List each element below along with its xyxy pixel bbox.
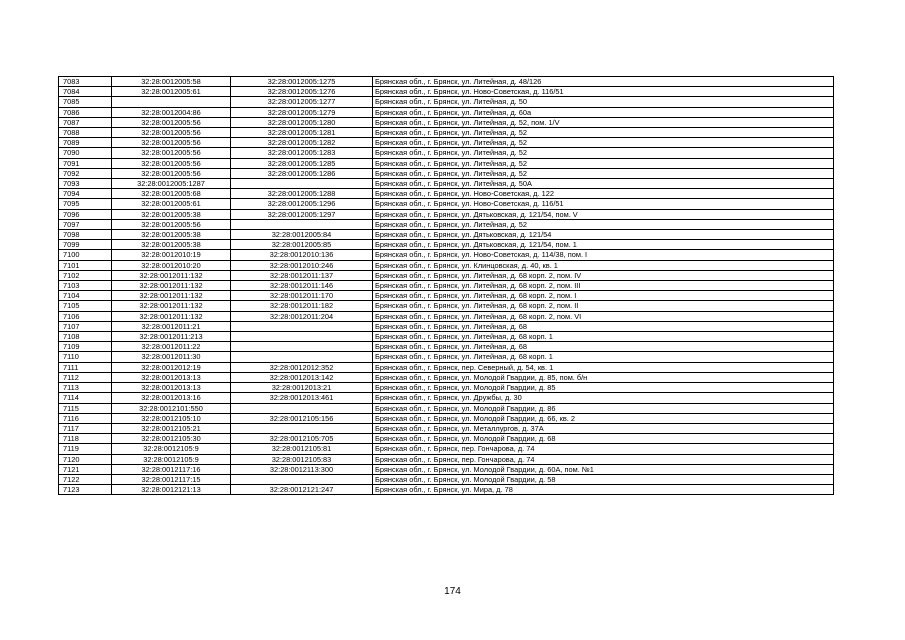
table-row — [59, 158, 834, 168]
object-number-cell: 32:28:0012005:1288 — [231, 189, 373, 199]
row-number-cell: 7115 — [59, 403, 112, 413]
row-number-cell: 7087 — [59, 117, 112, 127]
address-cell: Брянская обл., г. Брянск, ул. Клинцовская, д. 40, кв. 1 — [373, 260, 834, 270]
address-cell: Брянская обл., г. Брянск, ул. Литейная, д. 68 корп. 1 — [373, 352, 834, 362]
address-cell: Брянская обл., г. Брянск, ул. Литейная, д. 68 корп. 2, пом. II — [373, 301, 834, 311]
table-row — [59, 393, 834, 403]
address-cell: Брянская обл., г. Брянск, ул. Дятьковская, д. 121/54, пом. 1 — [373, 240, 834, 250]
address-cell: Брянская обл., г. Брянск, ул. Литейная, д. 68 — [373, 321, 834, 331]
row-number-cell: 7083 — [59, 77, 112, 87]
table-row — [59, 291, 834, 301]
row-number-cell: 7104 — [59, 291, 112, 301]
address-cell: Брянская обл., г. Брянск, ул. Литейная, д. 68 корп. 2, пом. VI — [373, 311, 834, 321]
address-cell: Брянская обл., г. Брянск, ул. Дятьковская, д. 121/54, пом. V — [373, 209, 834, 219]
table-row — [59, 117, 834, 127]
address-cell: Брянская обл., г. Брянск, ул. Молодой Гвардии, д. 85 — [373, 383, 834, 393]
land-parcel-number-cell: 32:28:0012005:38 — [112, 240, 231, 250]
address-cell: Брянская обл., г. Брянск, ул. Молодой Гвардии, д. 68 — [373, 434, 834, 444]
table-row — [59, 454, 834, 464]
object-number-cell: 32:28:0012013:142 — [231, 372, 373, 382]
land-parcel-number-cell: 32:28:0012121:13 — [112, 485, 231, 495]
row-number-cell: 7110 — [59, 352, 112, 362]
land-parcel-number-cell: 32:28:0012011:132 — [112, 281, 231, 291]
table-row — [59, 240, 834, 250]
object-number-cell: 32:28:0012105:83 — [231, 454, 373, 464]
row-number-cell: 7105 — [59, 301, 112, 311]
object-number-cell — [231, 179, 373, 189]
object-number-cell: 32:28:0012005:1280 — [231, 117, 373, 127]
object-number-cell: 32:28:0012011:182 — [231, 301, 373, 311]
address-cell: Брянская обл., г. Брянск, ул. Ново-Советская, д. 116/51 — [373, 199, 834, 209]
table-row — [59, 97, 834, 107]
row-number-cell: 7084 — [59, 87, 112, 97]
address-cell: Брянская обл., г. Брянск, ул. Молодой Гвардии, д. 86 — [373, 403, 834, 413]
row-number-cell: 7112 — [59, 372, 112, 382]
table-row — [59, 87, 834, 97]
land-parcel-number-cell: 32:28:0012010:20 — [112, 260, 231, 270]
address-cell: Брянская обл., г. Брянск, ул. Ново-Советская, д. 114/38, пом. I — [373, 250, 834, 260]
row-number-cell: 7094 — [59, 189, 112, 199]
row-number-cell: 7122 — [59, 474, 112, 484]
address-cell: Брянская обл., г. Брянск, ул. Литейная, д. 68 корп. 2, пом. III — [373, 281, 834, 291]
object-number-cell: 32:28:0012005:1277 — [231, 97, 373, 107]
land-parcel-number-cell: 32:28:0012011:30 — [112, 352, 231, 362]
row-number-cell: 7121 — [59, 464, 112, 474]
address-cell: Брянская обл., г. Брянск, ул. Литейная, д. 68 корп. 2, пом. I — [373, 291, 834, 301]
land-parcel-number-cell: 32:28:0012005:38 — [112, 230, 231, 240]
table-row — [59, 423, 834, 433]
object-number-cell — [231, 474, 373, 484]
address-cell: Брянская обл., г. Брянск, ул. Литейная, д. 68 — [373, 342, 834, 352]
land-parcel-number-cell: 32:28:0012105:21 — [112, 423, 231, 433]
table-row — [59, 281, 834, 291]
table-row — [59, 485, 834, 495]
land-parcel-number-cell: 32:28:0012011:213 — [112, 332, 231, 342]
table-row — [59, 413, 834, 423]
land-parcel-number-cell: 32:28:0012101:550 — [112, 403, 231, 413]
row-number-cell: 7101 — [59, 260, 112, 270]
land-parcel-number-cell: 32:28:0012005:38 — [112, 209, 231, 219]
object-number-cell: 32:28:0012005:1283 — [231, 148, 373, 158]
land-parcel-number-cell: 32:28:0012013:13 — [112, 372, 231, 382]
land-parcel-number-cell: 32:28:0012005:61 — [112, 87, 231, 97]
row-number-cell: 7091 — [59, 158, 112, 168]
row-number-cell: 7092 — [59, 168, 112, 178]
land-parcel-number-cell: 32:28:0012105:10 — [112, 413, 231, 423]
land-parcel-number-cell: 32:28:0012105:9 — [112, 454, 231, 464]
object-number-cell: 32:28:0012005:1279 — [231, 107, 373, 117]
land-parcel-number-cell: 32:28:0012010:19 — [112, 250, 231, 260]
object-number-cell — [231, 321, 373, 331]
row-number-cell: 7108 — [59, 332, 112, 342]
object-number-cell: 32:28:0012005:1281 — [231, 128, 373, 138]
row-number-cell: 7113 — [59, 383, 112, 393]
object-number-cell: 32:28:0012105:705 — [231, 434, 373, 444]
object-number-cell: 32:28:0012010:136 — [231, 250, 373, 260]
address-cell: Брянская обл., г. Брянск, ул. Литейная, д. 48/126 — [373, 77, 834, 87]
object-number-cell — [231, 332, 373, 342]
object-number-cell: 32:28:0012011:146 — [231, 281, 373, 291]
row-number-cell: 7114 — [59, 393, 112, 403]
table-row — [59, 219, 834, 229]
table-row — [59, 230, 834, 240]
table-row — [59, 383, 834, 393]
land-parcel-number-cell: 32:28:0012005:68 — [112, 189, 231, 199]
table-row — [59, 179, 834, 189]
land-parcel-number-cell: 32:28:0012005:56 — [112, 117, 231, 127]
table-row — [59, 260, 834, 270]
address-cell: Брянская обл., г. Брянск, ул. Литейная, д. 60а — [373, 107, 834, 117]
address-cell: Брянская обл., г. Брянск, ул. Литейная, д. 52 — [373, 128, 834, 138]
land-parcel-number-cell: 32:28:0012011:132 — [112, 270, 231, 280]
table-row — [59, 199, 834, 209]
object-number-cell: 32:28:0012005:1276 — [231, 87, 373, 97]
table-row — [59, 209, 834, 219]
table-row — [59, 168, 834, 178]
row-number-cell: 7116 — [59, 413, 112, 423]
object-number-cell: 32:28:0012005:1286 — [231, 168, 373, 178]
address-cell: Брянская обл., г. Брянск, пер. Северный, д. 54, кв. 1 — [373, 362, 834, 372]
row-number-cell: 7098 — [59, 230, 112, 240]
address-cell: Брянская обл., г. Брянск, ул. Дружбы, д. 30 — [373, 393, 834, 403]
land-parcel-number-cell: 32:28:0012011:132 — [112, 291, 231, 301]
address-cell: Брянская обл., г. Брянск, пер. Гончарова, д. 74 — [373, 444, 834, 454]
land-parcel-number-cell — [112, 97, 231, 107]
row-number-cell: 7100 — [59, 250, 112, 260]
object-number-cell — [231, 352, 373, 362]
table-row — [59, 148, 834, 158]
land-parcel-number-cell: 32:28:0012005:56 — [112, 128, 231, 138]
table-row — [59, 107, 834, 117]
row-number-cell: 7117 — [59, 423, 112, 433]
object-number-cell: 32:28:0012011:204 — [231, 311, 373, 321]
land-parcel-number-cell: 32:28:0012105:30 — [112, 434, 231, 444]
address-cell: Брянская обл., г. Брянск, ул. Молодой Гвардии, д. 58 — [373, 474, 834, 484]
table-row — [59, 250, 834, 260]
address-cell: Брянская обл., г. Брянск, ул. Молодой Гвардии, д. 85, пом. б/н — [373, 372, 834, 382]
object-number-cell: 32:28:0012105:81 — [231, 444, 373, 454]
row-number-cell: 7109 — [59, 342, 112, 352]
row-number-cell: 7111 — [59, 362, 112, 372]
address-cell: Брянская обл., г. Брянск, ул. Литейная, д. 68 корп. 1 — [373, 332, 834, 342]
object-number-cell: 32:28:0012011:170 — [231, 291, 373, 301]
row-number-cell: 7096 — [59, 209, 112, 219]
address-cell: Брянская обл., г. Брянск, ул. Литейная, д. 52 — [373, 168, 834, 178]
address-cell: Брянская обл., г. Брянск, ул. Литейная, д. 52 — [373, 158, 834, 168]
object-number-cell: 32:28:0012005:1296 — [231, 199, 373, 209]
table-row — [59, 332, 834, 342]
land-parcel-number-cell: 32:28:0012005:58 — [112, 77, 231, 87]
row-number-cell: 7086 — [59, 107, 112, 117]
table-row — [59, 189, 834, 199]
row-number-cell: 7120 — [59, 454, 112, 464]
row-number-cell: 7106 — [59, 311, 112, 321]
table-row — [59, 403, 834, 413]
table-row — [59, 311, 834, 321]
land-parcel-number-cell: 32:28:0012005:56 — [112, 158, 231, 168]
row-number-cell: 7088 — [59, 128, 112, 138]
row-number-cell: 7102 — [59, 270, 112, 280]
page-number: 174 — [444, 586, 461, 597]
object-number-cell: 32:28:0012005:1285 — [231, 158, 373, 168]
object-number-cell: 32:28:0012105:156 — [231, 413, 373, 423]
table-row — [59, 434, 834, 444]
row-number-cell: 7099 — [59, 240, 112, 250]
address-cell: Брянская обл., г. Брянск, ул. Литейная, д. 68 корп. 2, пом. IV — [373, 270, 834, 280]
object-number-cell: 32:28:0012011:137 — [231, 270, 373, 280]
address-cell: Брянская обл., г. Брянск, пер. Гончарова, д. 74 — [373, 454, 834, 464]
land-parcel-number-cell: 32:28:0012011:132 — [112, 311, 231, 321]
object-number-cell — [231, 423, 373, 433]
object-number-cell: 32:28:0012005:1282 — [231, 138, 373, 148]
table-row — [59, 270, 834, 280]
cadastral-table-body — [59, 77, 834, 495]
address-cell: Брянская обл., г. Брянск, ул. Литейная, д. 50А — [373, 179, 834, 189]
address-cell: Брянская обл., г. Брянск, ул. Литейная, д. 50 — [373, 97, 834, 107]
land-parcel-number-cell: 32:28:0012013:13 — [112, 383, 231, 393]
land-parcel-number-cell: 32:28:0012011:21 — [112, 321, 231, 331]
land-parcel-number-cell: 32:28:0012005:56 — [112, 168, 231, 178]
table-row — [59, 372, 834, 382]
object-number-cell — [231, 342, 373, 352]
land-parcel-number-cell: 32:28:0012005:1287 — [112, 179, 231, 189]
object-number-cell: 32:28:0012013:21 — [231, 383, 373, 393]
object-number-cell: 32:28:0012005:84 — [231, 230, 373, 240]
address-cell: Брянская обл., г. Брянск, ул. Литейная, д. 52 — [373, 219, 834, 229]
object-number-cell: 32:28:0012005:85 — [231, 240, 373, 250]
object-number-cell — [231, 403, 373, 413]
row-number-cell: 7085 — [59, 97, 112, 107]
address-cell: Брянская обл., г. Брянск, ул. Металлургов, д. 37А — [373, 423, 834, 433]
land-parcel-number-cell: 32:28:0012011:132 — [112, 301, 231, 311]
table-row — [59, 321, 834, 331]
object-number-cell: 32:28:0012013:461 — [231, 393, 373, 403]
row-number-cell: 7123 — [59, 485, 112, 495]
address-cell: Брянская обл., г. Брянск, ул. Молодой Гвардии, д. 60А, пом. №1 — [373, 464, 834, 474]
object-number-cell: 32:28:0012005:1275 — [231, 77, 373, 87]
object-number-cell — [231, 219, 373, 229]
row-number-cell: 7118 — [59, 434, 112, 444]
row-number-cell: 7097 — [59, 219, 112, 229]
cadastral-table — [58, 76, 834, 495]
address-cell: Брянская обл., г. Брянск, ул. Ново-Советская, д. 116/51 — [373, 87, 834, 97]
object-number-cell: 32:28:0012010:246 — [231, 260, 373, 270]
address-cell: Брянская обл., г. Брянск, ул. Ново-Советская, д. 122 — [373, 189, 834, 199]
address-cell: Брянская обл., г. Брянск, ул. Мира, д. 78 — [373, 485, 834, 495]
object-number-cell: 32:28:0012012:352 — [231, 362, 373, 372]
land-parcel-number-cell: 32:28:0012013:16 — [112, 393, 231, 403]
address-cell: Брянская обл., г. Брянск, ул. Дятьковская, д. 121/54 — [373, 230, 834, 240]
land-parcel-number-cell: 32:28:0012117:16 — [112, 464, 231, 474]
table-row — [59, 301, 834, 311]
land-parcel-number-cell: 32:28:0012105:9 — [112, 444, 231, 454]
table-row — [59, 474, 834, 484]
object-number-cell: 32:28:0012113:300 — [231, 464, 373, 474]
land-parcel-number-cell: 32:28:0012012:19 — [112, 362, 231, 372]
table-row — [59, 342, 834, 352]
row-number-cell: 7093 — [59, 179, 112, 189]
table-row — [59, 352, 834, 362]
address-cell: Брянская обл., г. Брянск, ул. Литейная, д. 52, пом. 1/V — [373, 117, 834, 127]
land-parcel-number-cell: 32:28:0012011:22 — [112, 342, 231, 352]
row-number-cell: 7119 — [59, 444, 112, 454]
row-number-cell: 7095 — [59, 199, 112, 209]
row-number-cell: 7103 — [59, 281, 112, 291]
land-parcel-number-cell: 32:28:0012005:56 — [112, 138, 231, 148]
table-row — [59, 128, 834, 138]
row-number-cell: 7107 — [59, 321, 112, 331]
row-number-cell: 7089 — [59, 138, 112, 148]
table-row — [59, 362, 834, 372]
land-parcel-number-cell: 32:28:0012004:86 — [112, 107, 231, 117]
object-number-cell: 32:28:0012121:247 — [231, 485, 373, 495]
address-cell: Брянская обл., г. Брянск, ул. Литейная, д. 52 — [373, 138, 834, 148]
object-number-cell: 32:28:0012005:1297 — [231, 209, 373, 219]
table-row — [59, 138, 834, 148]
land-parcel-number-cell: 32:28:0012005:56 — [112, 219, 231, 229]
table-row — [59, 77, 834, 87]
table-row — [59, 444, 834, 454]
land-parcel-number-cell: 32:28:0012117:15 — [112, 474, 231, 484]
row-number-cell: 7090 — [59, 148, 112, 158]
land-parcel-number-cell: 32:28:0012005:56 — [112, 148, 231, 158]
land-parcel-number-cell: 32:28:0012005:61 — [112, 199, 231, 209]
address-cell: Брянская обл., г. Брянск, ул. Молодой Гвардии, д. 66, кв. 2 — [373, 413, 834, 423]
address-cell: Брянская обл., г. Брянск, ул. Литейная, д. 52 — [373, 148, 834, 158]
table-row — [59, 464, 834, 474]
